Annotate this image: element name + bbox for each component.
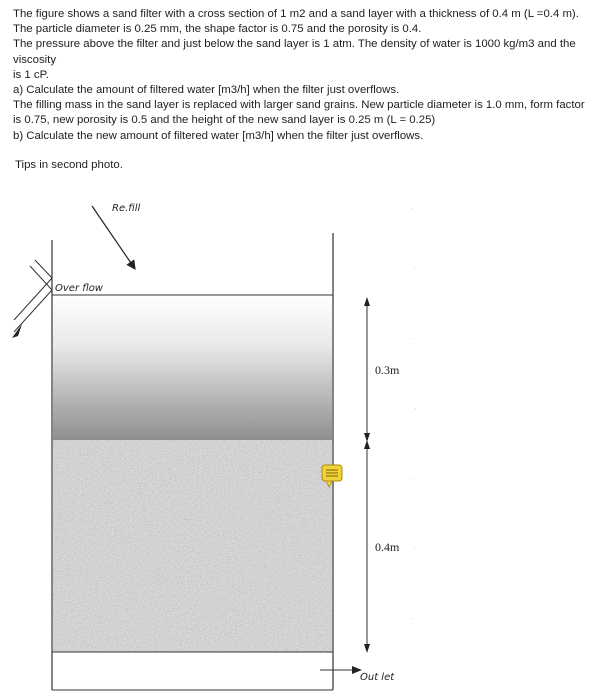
water-height-dimension xyxy=(364,297,370,442)
sand-layer xyxy=(53,440,332,652)
overflow-pipe xyxy=(12,260,52,338)
refill-label: Re.fill xyxy=(112,203,141,214)
problem-line-7: The filling mass in the sand layer is replaced with larger sand grains. New particle diameter is 1.0 mm, form factor xyxy=(13,99,585,112)
problem-line-4: viscosity xyxy=(13,53,57,66)
scan-edge-marks xyxy=(412,208,416,619)
problem-line-1: The figure shows a sand filter with a cross section of 1 m2 and a sand layer with a thickness of 0.4 m (L =0.4 m). xyxy=(13,8,579,20)
overflow-label: Over flow xyxy=(55,283,103,294)
tips-text: Tips in second photo. xyxy=(15,159,123,171)
water-height-label: 0.3m xyxy=(375,363,400,377)
sand-height-dimension xyxy=(364,440,370,653)
problem-line-2: The particle diameter is 0.25 mm, the shape factor is 0.75 and the porosity is 0.4. xyxy=(13,23,422,36)
problem-line-9: b) Calculate the new amount of filtered water [m3/h] when the filter just overflows. xyxy=(13,129,424,142)
sand-height-label: 0.4m xyxy=(375,540,400,554)
problem-statement xyxy=(13,7,609,144)
outlet-label: Out let xyxy=(360,672,395,683)
refill-arrow xyxy=(92,206,133,266)
problem-line-5: is 1 cP. xyxy=(13,68,49,81)
problem-line-6: a) Calculate the amount of filtered water [m3/h] when the filter just overflows. xyxy=(13,84,400,97)
problem-line-3: The pressure above the filter and just below the sand layer is 1 atm. The density of water is 1000 kg/m3 and the xyxy=(13,38,576,51)
problem-line-8: is 0.75, new porosity is 0.5 and the height of the new sand layer is 0.25 m (L = 0.25) xyxy=(13,114,436,127)
water-layer xyxy=(53,295,332,440)
sand-filter-figure xyxy=(0,178,616,700)
outlet-arrow xyxy=(320,666,362,674)
